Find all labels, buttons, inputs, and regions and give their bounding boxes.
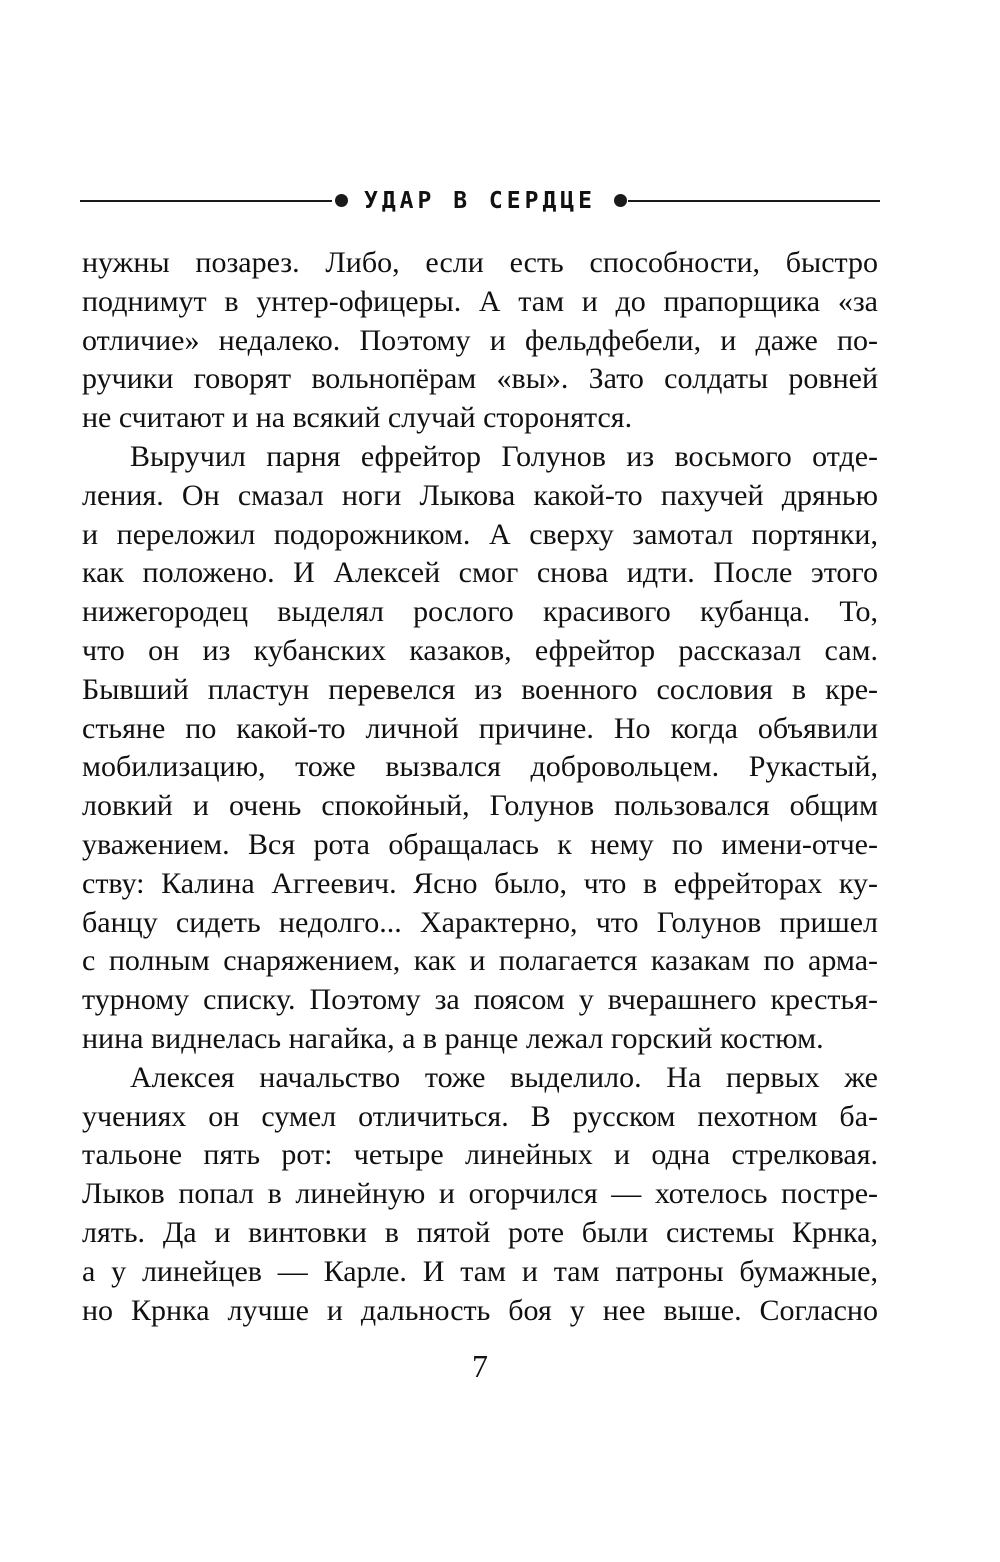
text-line: учениях он сумел отличиться. В русском пехотном ба- — [82, 1099, 878, 1133]
text-line: Лыков попал в линейную и огорчился — хотелось постре- — [82, 1177, 878, 1211]
text-line: банцу сидеть недолго... Характерно, что Голунов пришел — [82, 905, 878, 939]
header-bullet-left — [335, 194, 348, 207]
text-line: не считают и на всякий случай сторонятся. — [82, 401, 633, 435]
paragraph-start-line: Выручил парня ефрейтор Голунов из восьмого отде- — [130, 439, 878, 473]
paragraph-start-line: Алексея начальство тоже выделило. На первых же — [130, 1060, 878, 1094]
text-line: а у линейцев — Карле. И там и там патроны бумажные, — [82, 1254, 878, 1288]
header-rule-right — [628, 200, 880, 202]
text-line: уважением. Вся рота обращалась к нему по имени-отче- — [82, 827, 878, 861]
body-text — [82, 244, 878, 1330]
text-line: ловкий и очень спокойный, Голунов пользовался общим — [82, 789, 878, 823]
text-line: но Крнка лучше и дальность боя у нее выше. Согласно — [82, 1293, 878, 1327]
text-line: ления. Он смазал ноги Лыкова какой-то пахучей дрянью — [82, 478, 878, 512]
text-line: мобилизацию, тоже вызвался добровольцем. Рукастый, — [82, 750, 878, 784]
text-line: поднимут в унтер-офицеры. А там и до прапорщика «за — [82, 284, 878, 318]
header-bullet-right — [614, 194, 627, 207]
text-line: тальоне пять рот: четыре линейных и одна стрелковая. — [82, 1138, 878, 1172]
text-line: Бывший пластун перевелся из военного сословия в кре- — [82, 672, 878, 706]
header-rule-left — [80, 200, 332, 202]
running-title: УДАР В СЕРДЦЕ — [363, 188, 596, 214]
text-line: ручики говорят вольнопёрам «вы». Зато солдаты ровней — [82, 362, 878, 396]
text-line: стьяне по какой-то личной причине. Но когда объявили — [82, 711, 878, 745]
text-line: нина виднелась нагайка, а в ранце лежал горский костюм. — [82, 1021, 824, 1055]
running-header — [80, 186, 880, 216]
text-line: нижегородец выделял рослого красивого кубанца. То, — [82, 595, 878, 629]
text-line: что он из кубанских казаков, ефрейтор рассказал сам. — [82, 633, 878, 667]
text-line: нужны позарез. Либо, если есть способности, быстро — [82, 246, 878, 279]
text-line: лять. Да и винтовки в пятой роте были системы Крнка, — [82, 1215, 878, 1249]
text-line: турному списку. Поэтому за поясом у вчерашнего крестья- — [82, 983, 878, 1017]
text-line: ству: Калина Аггеевич. Ясно было, что в ефрейторах ку- — [82, 866, 878, 900]
text-line: с полным снаряжением, как и полагается казакам по арма- — [82, 944, 878, 978]
text-line: и переложил подорожником. А сверху замотал портянки, — [82, 517, 878, 551]
text-line: как положено. И Алексей смог снова идти. После этого — [82, 556, 878, 590]
text-line: отличие» недалеко. Поэтому и фельдфебели, и даже по- — [82, 323, 878, 357]
page-number: 7 — [472, 1348, 488, 1384]
